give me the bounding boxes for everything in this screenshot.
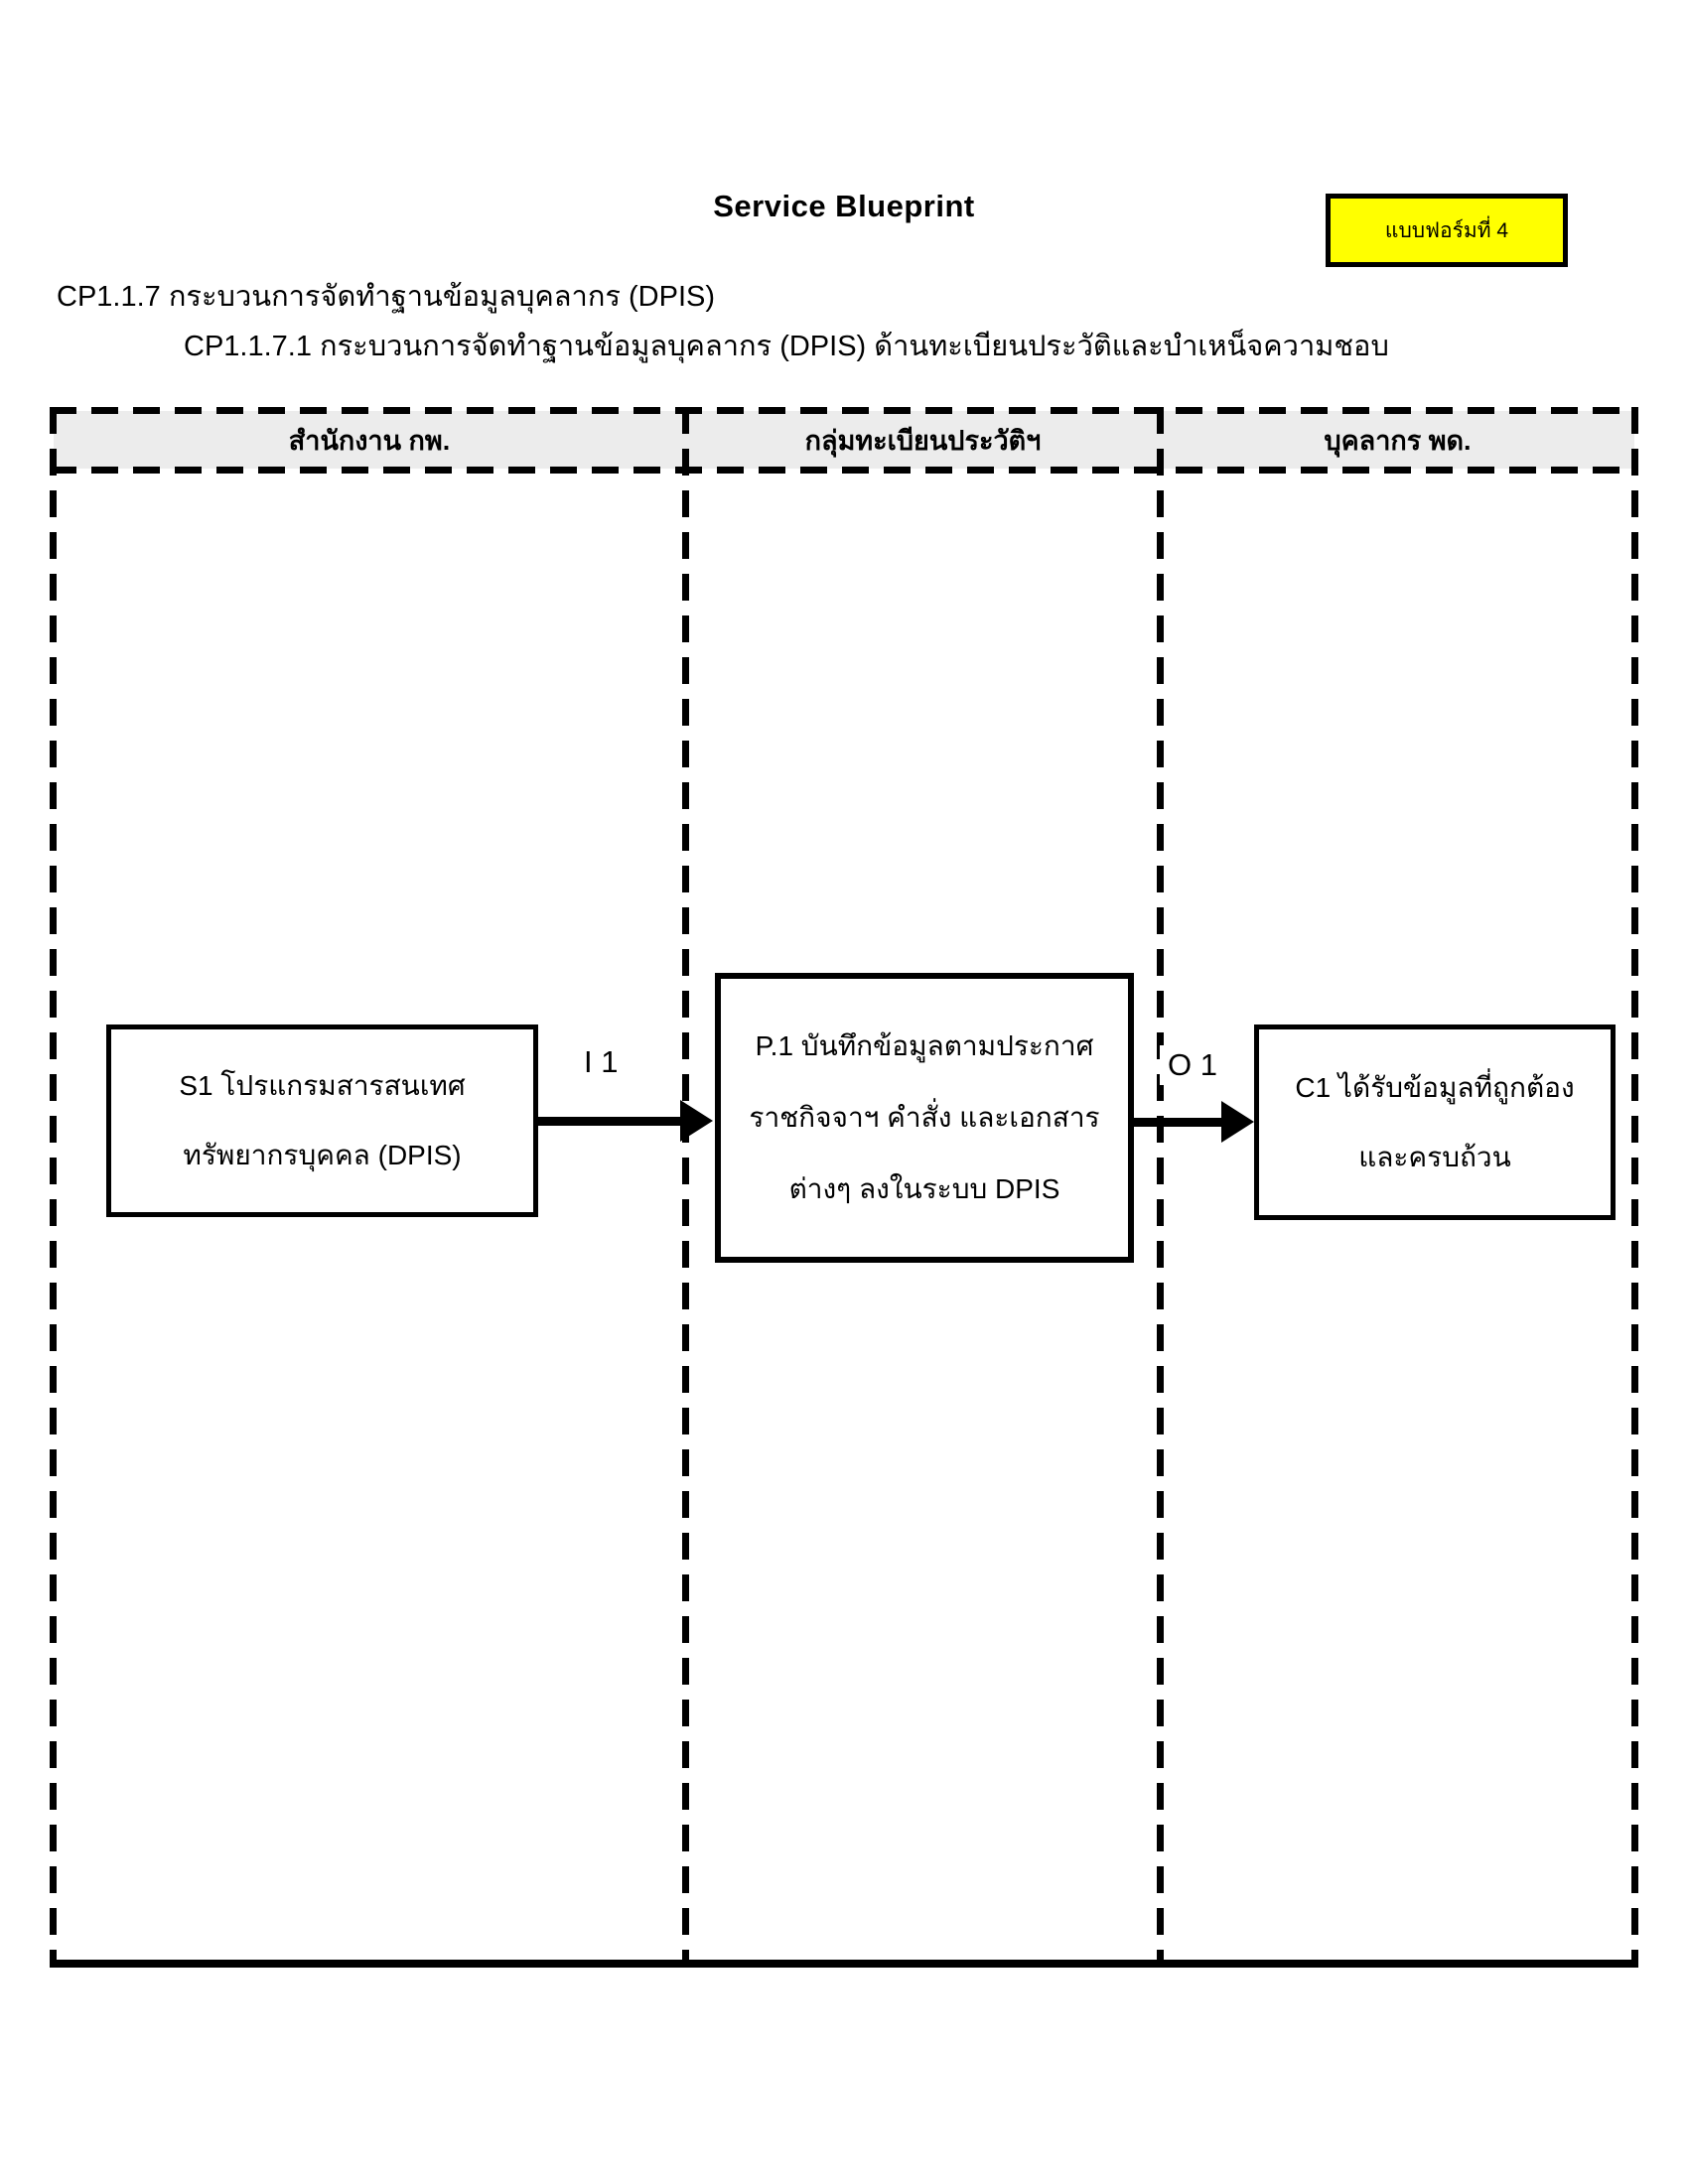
process-headings (57, 272, 1389, 371)
connector-label-o1: O 1 (1160, 1045, 1225, 1085)
flow-node-p1-line1: P.1 บันทึกข้อมูลตามประกาศ (755, 1030, 1094, 1061)
process-heading: CP1.1.7 กระบวนการจัดทำฐานข้อมูลบุคลากร (DPIS) (57, 281, 716, 313)
flow-node-p1 (715, 973, 1134, 1263)
flow-node-s1 (106, 1024, 538, 1217)
flow-node-p1-line3: ต่างๆ ลงในระบบ DPIS (788, 1173, 1060, 1204)
flow-node-c1 (1254, 1024, 1616, 1220)
lane-header-registry-group: กลุ่มทะเบียนประวัติฯ (804, 425, 1042, 456)
form-number-label: แบบฟอร์มที่ 4 (1384, 218, 1509, 242)
arrow-s1-to-p1-line (536, 1117, 685, 1126)
flow-node-s1-line2: ทรัพยากรบุคคล (DPIS) (183, 1140, 462, 1170)
subprocess-heading: CP1.1.7.1 กระบวนการจัดทำฐานข้อมูลบุคลากร (DPIS) ด้านทะเบียนประวัติและบำเหน็จความชอบ (184, 331, 1389, 362)
lane-header-personnel-pd: บุคลากร พด. (1324, 425, 1472, 456)
flow-node-p1-line2: ราชกิจจาฯ คำสั่ง และเอกสาร (749, 1102, 1100, 1133)
connector-label-i1: I 1 (576, 1042, 626, 1082)
flow-node-s1-line1: S1 โปรแกรมสารสนเทศ (179, 1070, 466, 1101)
lane-header-office-kp: สำนักงาน กพ. (288, 425, 451, 456)
lane-divider-1 (682, 407, 689, 1960)
flow-node-c1-line1: C1 ได้รับข้อมูลที่ถูกต้อง (1295, 1071, 1575, 1103)
table-top-border (50, 407, 1638, 414)
page-title: Service Blueprint (713, 189, 975, 223)
lane-divider-2 (1157, 407, 1164, 1960)
flow-node-c1-line2: และครบถ้วน (1358, 1141, 1511, 1172)
table-bottom-border (50, 1960, 1638, 1968)
arrow-s1-to-p1-head-icon (680, 1100, 713, 1142)
lane-header-bottom-border (50, 467, 1638, 474)
table-right-border (1631, 407, 1638, 1968)
arrow-p1-to-c1-line (1132, 1118, 1231, 1127)
table-left-border (50, 407, 57, 1968)
arrow-p1-to-c1-head-icon (1221, 1101, 1254, 1143)
form-number-badge (1326, 194, 1568, 267)
